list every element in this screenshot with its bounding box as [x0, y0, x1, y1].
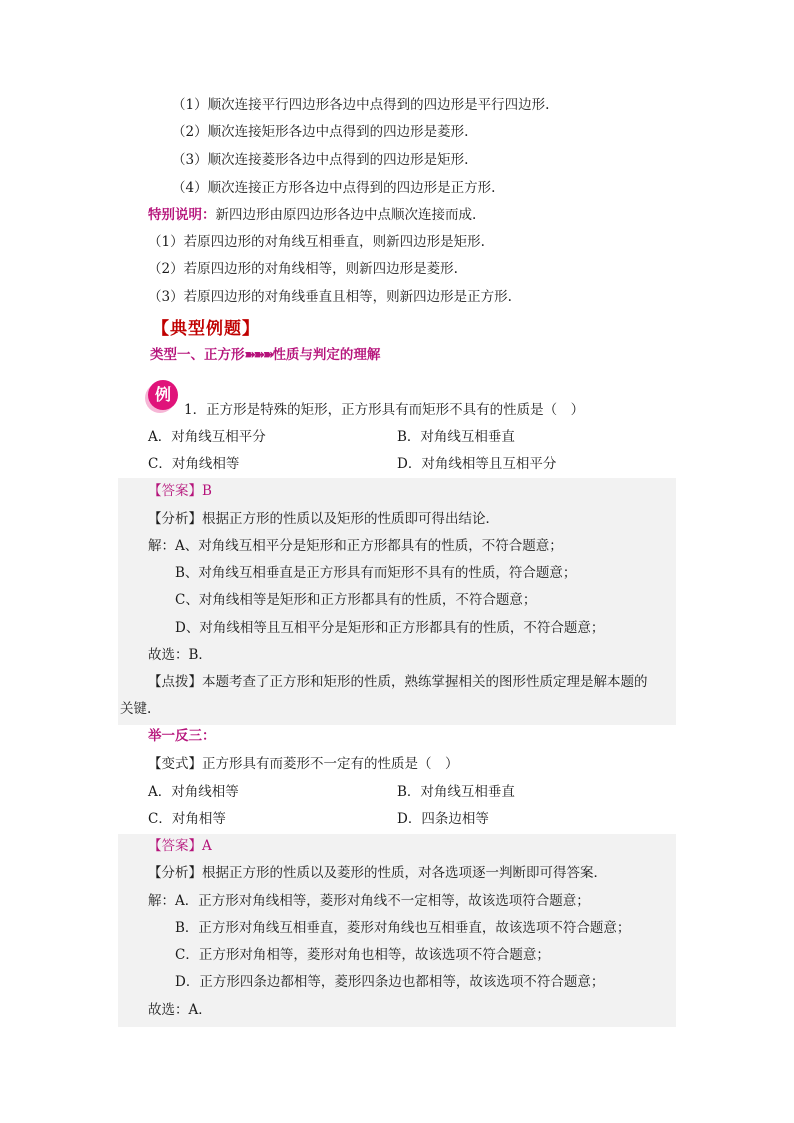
- variant-option-c: C．对角相等: [148, 811, 226, 827]
- type-heading-suffix: 性质与判定的理解: [272, 347, 381, 363]
- example-analysis: 【分析】根据正方形的性质以及矩形的性质即可得出结论．: [148, 511, 499, 527]
- variant-solution-3: C．正方形对角相等，菱形对角也相等，故该选项不符合题意；: [175, 947, 550, 963]
- example-conclusion: 故选：B．: [148, 647, 212, 663]
- variant-question: 【变式】正方形具有而菱形不一定有的性质是（ ）: [148, 756, 459, 772]
- type-heading-prefix: 类型一、正方形: [150, 347, 245, 363]
- section-title: 【典型例题】: [152, 319, 260, 339]
- example-option-c: C．对角线相等: [148, 456, 240, 472]
- intro-item-3: （3）顺次连接菱形各边中点得到的四边形是矩形.: [172, 152, 469, 168]
- variant-solution-2: B．正方形对角线互相垂直，菱形对角线也互相垂直，故该选项不符合题意；: [175, 920, 631, 936]
- variant-conclusion: 故选：A．: [148, 1002, 212, 1018]
- intro-item-4: （4）顺次连接正方形各边中点得到的四边形是正方形.: [172, 180, 496, 196]
- example-option-d: D．对角线相等且互相平分: [397, 456, 557, 472]
- variant-heading: 举一反三：: [148, 728, 216, 744]
- variant-option-a: A．对角线相等: [148, 784, 239, 800]
- variant-solution-1: 解：A．正方形对角线相等，菱形对角线不一定相等，故该选项符合题意；: [148, 893, 590, 909]
- special-note-text: 新四边形由原四边形各边中点顺次连接而成.: [215, 207, 477, 223]
- variant-solution-4: D．正方形四条边都相等，菱形四条边也都相等，故该选项不符合题意；: [175, 974, 605, 990]
- example-question: 1．正方形是特殊的矩形，正方形具有而矩形不具有的性质是（ ）: [184, 402, 585, 418]
- example-solution-4: D、对角线相等且互相平分是矩形和正方形都具有的性质，不符合题意；: [175, 620, 605, 636]
- example-solution-3: C、对角线相等是矩形和正方形都具有的性质，不符合题意；: [175, 592, 537, 608]
- type-heading: [150, 346, 380, 364]
- special-note-item-1: （1）若原四边形的对角线互相垂直，则新四边形是矩形.: [148, 234, 485, 250]
- variant-analysis: 【分析】根据正方形的性质以及菱形的性质，对各选项逐一判断即可得答案．: [148, 865, 607, 881]
- variant-option-b: B．对角线互相垂直: [397, 784, 515, 800]
- arrow-decoration-icon: ➽➽➽: [244, 347, 273, 363]
- example-badge-icon: 例: [148, 380, 178, 410]
- example-option-a: A．对角线互相平分: [148, 429, 266, 445]
- variant-answer: 【答案】A: [148, 838, 212, 854]
- special-note-item-3: （3）若原四边形的对角线垂直且相等，则新四边形是正方形.: [148, 289, 512, 305]
- example-answer: 【答案】B: [148, 483, 212, 499]
- variant-option-d: D．四条边相等: [397, 811, 489, 827]
- example-solution-1: 解：A、对角线互相平分是矩形和正方形都具有的性质，不符合题意；: [148, 538, 563, 554]
- intro-item-1: （1）顺次连接平行四边形各边中点得到的四边形是平行四边形.: [172, 97, 550, 113]
- special-note-item-2: （2）若原四边形的对角线相等，则新四边形是菱形.: [148, 261, 458, 277]
- example-tip-line-2: 关键.: [120, 701, 152, 717]
- intro-item-2: （2）顺次连接矩形各边中点得到的四边形是菱形.: [172, 124, 469, 140]
- special-note-label: 特别说明：: [148, 207, 216, 223]
- example-option-b: B．对角线互相垂直: [397, 429, 515, 445]
- example-tip-line-1: 【点拨】本题考查了正方形和矩形的性质，熟练掌握相关的图形性质定理是解本题的: [148, 674, 648, 690]
- special-note: [148, 206, 476, 224]
- example-solution-2: B、对角线互相垂直是正方形具有而矩形不具有的性质，符合题意；: [175, 565, 577, 581]
